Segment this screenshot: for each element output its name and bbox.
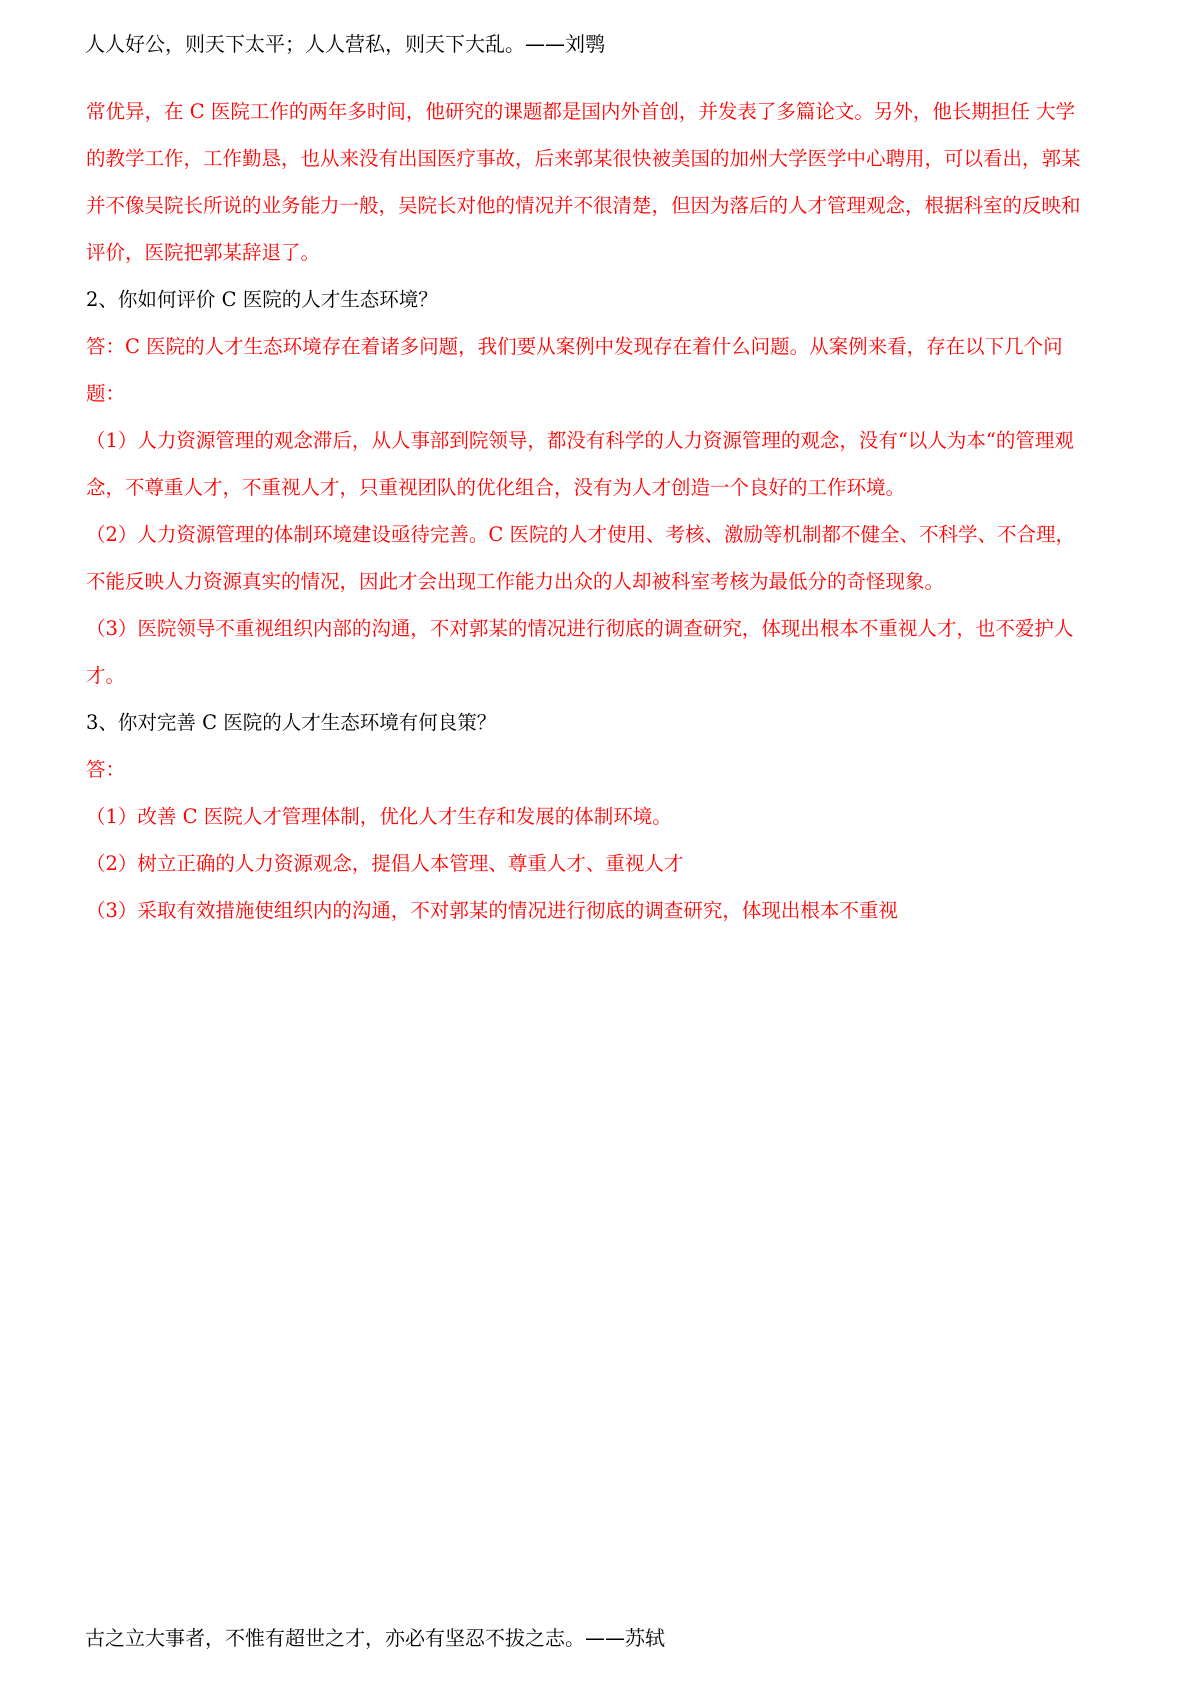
question-2: 2、你如何评价 C 医院的人才生态环境？ xyxy=(86,288,438,311)
answer-2-intro: 答：C 医院的人才生态环境存在着诸多问题，我们要从案例中发现存在着什么问题。从案例来看，存在以下几个问题： xyxy=(86,335,1063,405)
answer-paragraph-1-continued: 常优异，在 C 医院工作的两年多时间，他研究的课题都是国内外首创，并发表了多篇论文。另外，他长期担任 大学的教学工作，工作勤恳，也从来没有出国医疗事故，后来郭某很快被美国的加州大学医学中心聘用，可以看出，郭某并不像吴院长所说的业务能力一般，吴院长对他的情况并不很清楚，但因为落后的人才管理观念，根据科室的反映和评价，医院把郭某辞退了。 xyxy=(86,100,1081,264)
footer-quote: 古之立大事者，不惟有超世之才，亦必有坚忍不拔之志。——苏轼 xyxy=(85,1626,665,1650)
answer-2-point-1: （1）人力资源管理的观念滞后，从人事部到院领导，都没有科学的人力资源管理的观念，没有“以人为本“的管理观念，不尊重人才，不重视人才，只重视团队的优化组合，没有为人才创造一个良好的工作环境。 xyxy=(86,429,1074,499)
answer-3-intro: 答： xyxy=(86,758,126,781)
answer-3-point-1: （1）改善 C 医院人才管理体制，优化人才生存和发展的体制环境。 xyxy=(86,805,672,828)
answer-2-point-2: （2）人力资源管理的体制环境建设亟待完善。C 医院的人才使用、考核、激励等机制都不健全、不科学、不合理，不能反映人力资源真实的情况，因此才会出现工作能力出众的人却被科室考核为最低分的奇怪现象。 xyxy=(86,523,1076,593)
answer-2-point-3: （3）医院领导不重视组织内部的沟通，不对郭某的情况进行彻底的调查研究，体现出根本不重视人才，也不爱护人才。 xyxy=(86,617,1074,687)
answer-3-point-3: （3）采取有效措施使组织内的沟通，不对郭某的情况进行彻底的调查研究，体现出根本不重视 xyxy=(86,899,898,922)
question-3: 3、你对完善 C 医院的人才生态环境有何良策？ xyxy=(86,711,497,734)
answer-3-point-2: （2）树立正确的人力资源观念，提倡人本管理、尊重人才、重视人才 xyxy=(86,852,684,875)
document-body xyxy=(86,88,1086,934)
header-quote: 人人好公，则天下太平；人人营私，则天下大乱。——刘鹗 xyxy=(85,32,605,56)
